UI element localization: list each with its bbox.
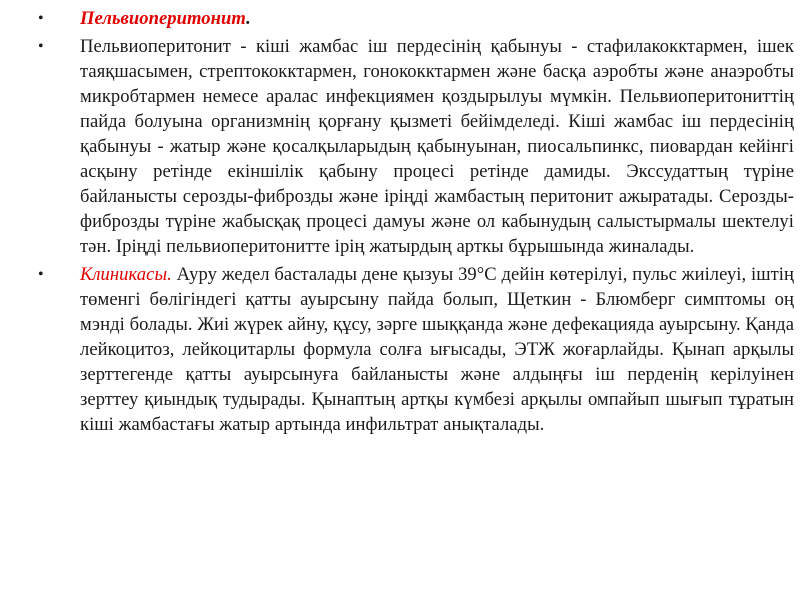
description-paragraph: Пельвиоперитонит - кіші жамбас іш пердесінің қабынуы - стафилакокктармен, ішек таяқшасымен, стрептококктармен, гонококктармен және басқа аэробты және анаэробты микробтармен немесе аралас инфекциямен қоздырылуы мүмкін. Пельвиоперитониттің пайда болуына организмнің қорғану қызметі бейімделеді. Кіші жамбас іш пердесінің қабынуы - жатыр және қосалқыларыдың қабынуынан, пиосальпинкс, пиовардан кейінгі асқыну ретінде екіншілік қабыну процесі ретінде дамиды. Экссудаттың түріне байланысты серозды-фиброзды және іріңді жамбастың перитонит ажыратады. Серозды-фиброзды түріне жабысқақ процесі дамуы және ол кабынудың салыстырмалы шектелуі тән. Іріңді пельвиоперитонитте ірің жатырдың арткы бұрышында жиналады. <box>80 36 794 257</box>
clinic-heading-period: . <box>167 264 172 285</box>
clinic-heading: Клиникасы <box>80 264 168 285</box>
bullet-icon: • <box>38 266 44 283</box>
title-heading-period: . <box>246 8 251 29</box>
bullet-item-title <box>38 6 794 31</box>
bullet-item-clinic <box>38 262 794 437</box>
bullet-icon: • <box>38 10 44 27</box>
clinic-paragraph: Ауру жедел басталады дене қызуы 39°С дейін көтерілуі, пульс жиілеуі, іштің төменгі бөлігіндегі қатты ауырсыну пайда болып, Щеткин - Блюмберг симптомы оң мэнді болады. Жиі жүрек айну, құсу, зәрге шыққанда және дефекацияда ауырсыну. Қанда лейкоцитоз, лейкоцитарлы формула солға ығысады, ЭТЖ жоғарлайды. Қынап арқылы зерттегенде қатты ауырсынуға байланысты және алдыңғы іш перденің керілуінен зерттеу қиындық тудырады. Қынаптың артқы күмбезі арқылы омпайып шығып тұратын кіші жамбастағы жатыр артында инфильтрат анықталады. <box>80 264 794 435</box>
title-heading: Пельвиоперитонит <box>80 8 247 29</box>
bullet-item-description <box>38 34 794 259</box>
bullet-list <box>38 6 794 440</box>
bullet-icon: • <box>38 38 44 55</box>
